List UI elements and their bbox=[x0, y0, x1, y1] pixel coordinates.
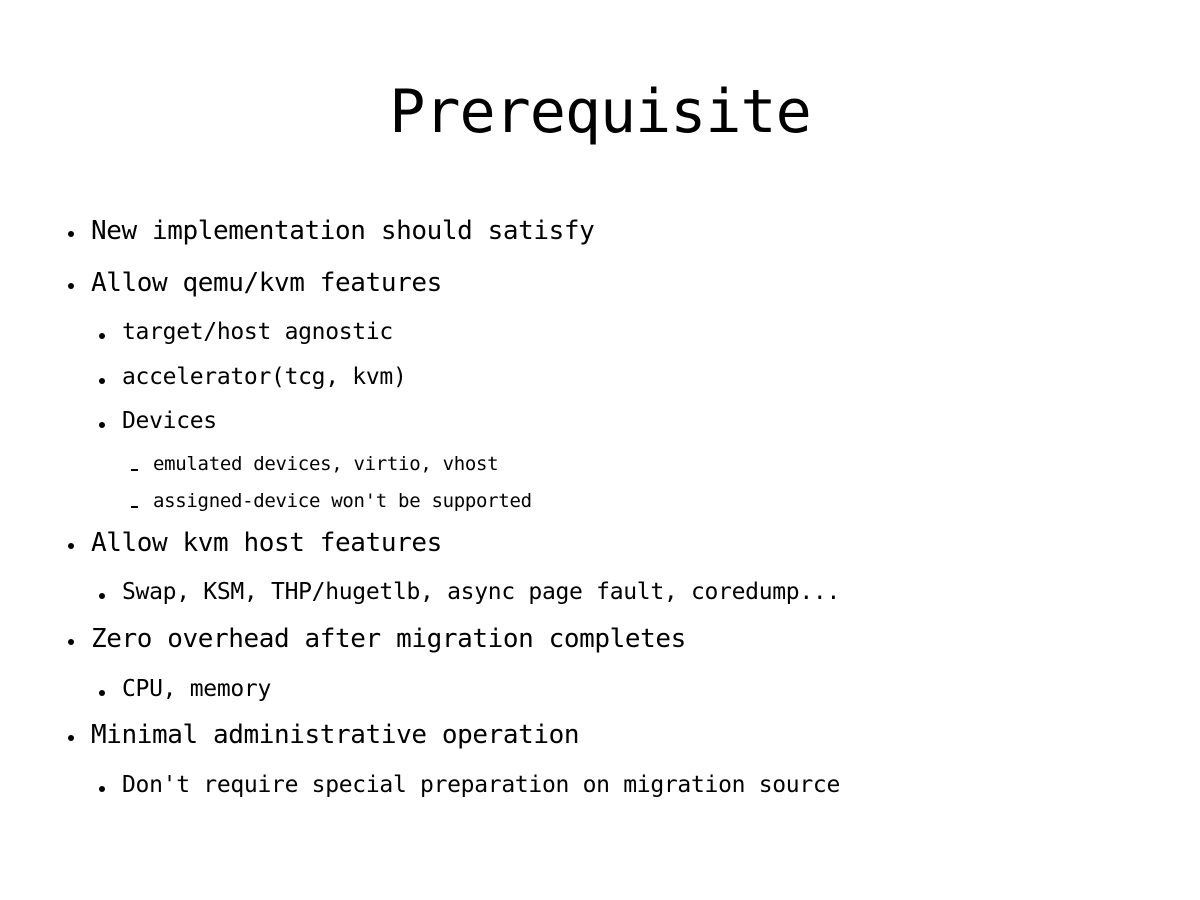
bullet-dot-icon bbox=[68, 639, 74, 645]
bullet-text: CPU, memory bbox=[122, 676, 272, 702]
bullet-dot-icon bbox=[99, 786, 105, 792]
bullet-dot-icon bbox=[68, 735, 74, 741]
bullet-dot-icon bbox=[99, 333, 105, 339]
bullet-dash-icon bbox=[131, 506, 138, 508]
bullet-item bbox=[99, 771, 840, 799]
bullet-text: emulated devices, virtio, vhost bbox=[153, 453, 499, 475]
bullet-item bbox=[99, 318, 393, 346]
bullet-text: Swap, KSM, THP/hugetlb, async page fault, coredump... bbox=[122, 579, 841, 605]
bullet-dot-icon bbox=[68, 231, 74, 237]
bullet-dot-icon bbox=[99, 593, 105, 599]
bullet-dot-icon bbox=[99, 422, 105, 428]
bullet-text: Allow qemu/kvm features bbox=[91, 268, 442, 298]
bullet-dot-icon bbox=[99, 378, 105, 384]
bullet-dot-icon bbox=[99, 690, 105, 696]
bullet-text: Minimal administrative operation bbox=[91, 720, 580, 750]
bullet-text: Don't require special preparation on migration source bbox=[122, 772, 841, 798]
bullet-item bbox=[99, 578, 840, 606]
bullet-text: assigned-device won't be supported bbox=[153, 490, 532, 512]
bullet-item bbox=[68, 623, 686, 655]
bullet-item bbox=[131, 452, 498, 476]
bullet-dash-icon bbox=[131, 469, 138, 471]
bullet-item bbox=[68, 215, 594, 247]
bullet-dot-icon bbox=[68, 283, 74, 289]
bullet-text: Allow kvm host features bbox=[91, 528, 442, 558]
bullet-dot-icon bbox=[68, 543, 74, 549]
bullet-item bbox=[68, 527, 442, 559]
bullet-text: accelerator(tcg, kvm) bbox=[122, 364, 407, 390]
bullet-item bbox=[99, 407, 217, 435]
bullet-text: target/host agnostic bbox=[122, 319, 393, 345]
slide-title: Prerequisite bbox=[389, 77, 811, 147]
bullet-text: New implementation should satisfy bbox=[91, 216, 595, 246]
bullet-item bbox=[99, 675, 271, 703]
bullet-item bbox=[68, 719, 579, 751]
bullet-item bbox=[99, 363, 407, 391]
bullet-item bbox=[68, 267, 442, 299]
bullet-item bbox=[131, 489, 532, 513]
bullet-text: Devices bbox=[122, 408, 217, 434]
bullet-text: Zero overhead after migration completes bbox=[91, 624, 686, 654]
